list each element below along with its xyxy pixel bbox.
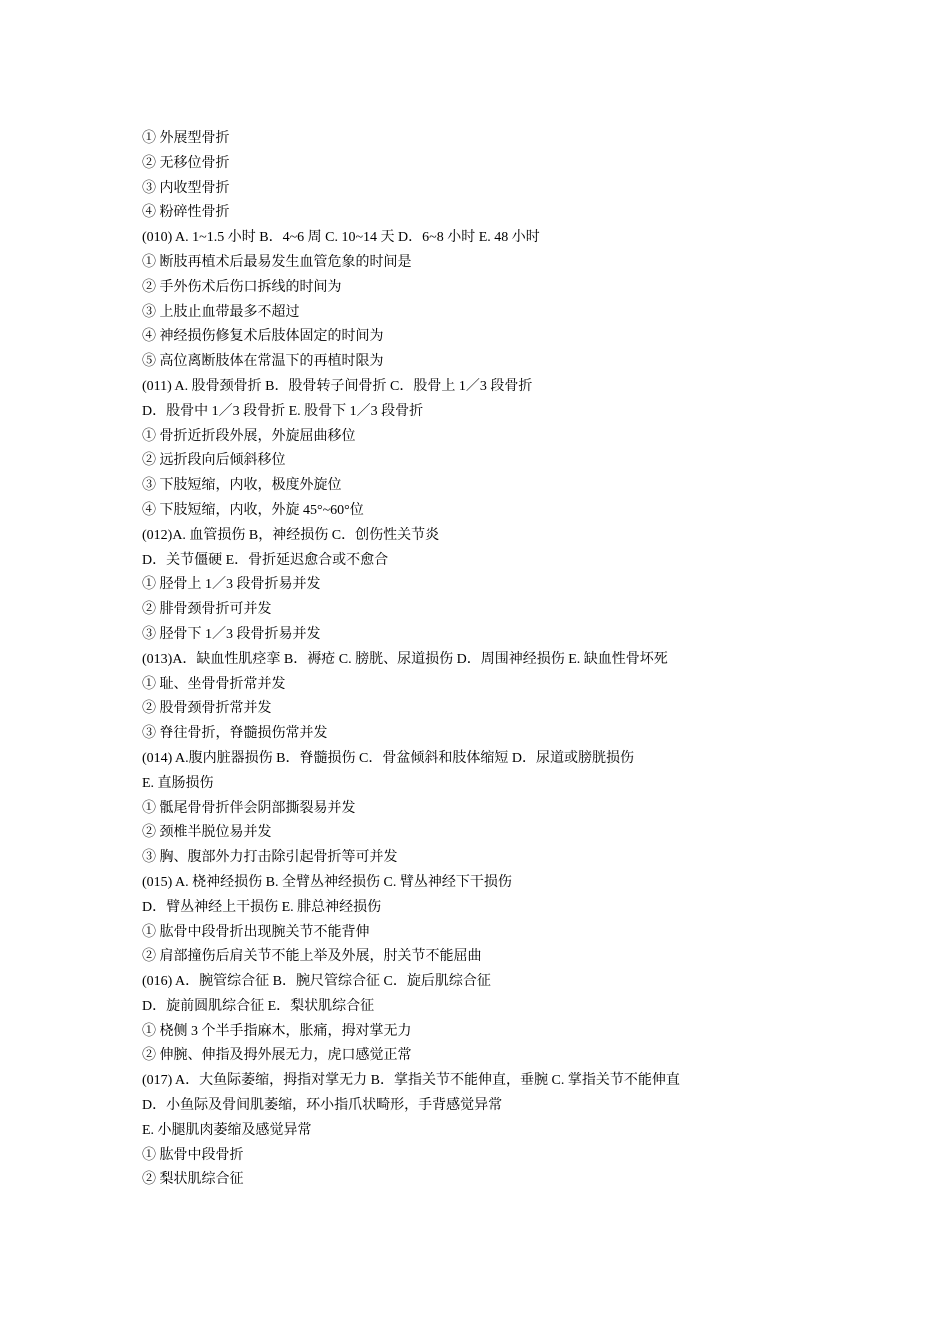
text-line: E. 直肠损伤 (142, 775, 214, 791)
text-line: ② 腓骨颈骨折可并发 (142, 602, 272, 618)
text-line: ③ 胸、腹部外力打击除引起骨折等可并发 (142, 850, 398, 866)
document-page (142, 127, 902, 1193)
text-line: ③ 下肢短缩，内收，极度外旋位 (142, 478, 342, 494)
text-line: ② 肩部撞伤后肩关节不能上举及外展，肘关节不能屈曲 (142, 949, 482, 965)
text-line: E. 小腿肌肉萎缩及感觉异常 (142, 1122, 312, 1138)
text-line: ① 骶尾骨骨折伴会阴部撕裂易并发 (142, 800, 356, 816)
text-line: ② 梨状肌综合征 (142, 1172, 244, 1188)
text-line: ⑤ 高位离断肢体在常温下的再植时限为 (142, 354, 384, 370)
text-line: ② 颈椎半脱位易并发 (142, 825, 272, 841)
text-line: D．臂丛神经上干损伤 E. 腓总神经损伤 (142, 899, 382, 915)
text-line: ④ 粉碎性骨折 (142, 205, 230, 221)
question-header: (011) A. 股骨颈骨折 B．股骨转子间骨折 C．股骨上 1／3 段骨折 (142, 378, 533, 394)
question-header: (015) A. 桡神经损伤 B. 全臂丛神经损伤 C. 臂丛神经下干损伤 (142, 874, 512, 890)
question-header: (016) A．腕管综合征 B．腕尺管综合征 C．旋后肌综合征 (142, 974, 491, 990)
text-line: ① 断肢再植术后最易发生血管危象的时间是 (142, 254, 412, 270)
text-line: ② 远折段向后倾斜移位 (142, 453, 286, 469)
text-line: ④ 下肢短缩，内收，外旋 45°~60°位 (142, 502, 364, 518)
text-line: ③ 脊往骨折，脊髓损伤常并发 (142, 726, 328, 742)
text-line: ① 胫骨上 1／3 段骨折易并发 (142, 577, 321, 593)
text-line: D．旋前圆肌综合征 E．梨状肌综合征 (142, 998, 375, 1014)
text-line: ① 肱骨中段骨折出现腕关节不能背伸 (142, 924, 370, 940)
text-line: ③ 上肢止血带最多不超过 (142, 304, 300, 320)
text-line: ① 骨折近折段外展，外旋屈曲移位 (142, 428, 356, 444)
question-header: (010) A. 1~1.5 小时 B．4~6 周 C. 10~14 天 D．6~8 小时 E. 48 小时 (142, 230, 540, 246)
question-header: (012)A. 血管损伤 B，神经损伤 C．创伤性关节炎 (142, 527, 440, 543)
text-line: D．股骨中 1／3 段骨折 E. 股骨下 1／3 段骨折 (142, 403, 424, 419)
text-line: ② 无移位骨折 (142, 155, 230, 171)
question-header: (017) A．大鱼际萎缩，拇指对掌无力 B．掌指关节不能伸直，垂腕 C. 掌指关节不能伸直 (142, 1073, 680, 1089)
text-line: ② 伸腕、伸指及拇外展无力，虎口感觉正常 (142, 1048, 412, 1064)
text-line: ① 外展型骨折 (142, 131, 230, 146)
text-line: ② 手外伤术后伤口拆线的时间为 (142, 279, 342, 295)
text-line: D．关节僵硬 E．骨折延迟愈合或不愈合 (142, 552, 389, 568)
text-line: ① 耻、坐骨骨折常并发 (142, 676, 286, 692)
text-line: ③ 胫骨下 1／3 段骨折易并发 (142, 626, 321, 642)
text-line: ② 股骨颈骨折常并发 (142, 701, 272, 717)
question-header: (014) A.腹内脏器损伤 B．脊髓损伤 C．骨盆倾斜和肢体缩短 D．尿道或膀胱损伤 (142, 750, 634, 766)
text-line: D．小鱼际及骨间肌萎缩，环小指爪状畸形，手背感觉异常 (142, 1098, 503, 1114)
text-line: ③ 内收型骨折 (142, 180, 230, 196)
question-header: (013)A．缺血性肌痉挛 B．褥疮 C. 膀胱、尿道损伤 D．周围神经损伤 E. 缺血性骨坏死 (142, 651, 668, 667)
text-line: ① 肱骨中段骨折 (142, 1147, 244, 1163)
text-line: ④ 神经损伤修复术后肢体固定的时间为 (142, 329, 384, 345)
text-line: ① 桡侧 3 个半手指麻木，胀痛，拇对掌无力 (142, 1023, 412, 1039)
